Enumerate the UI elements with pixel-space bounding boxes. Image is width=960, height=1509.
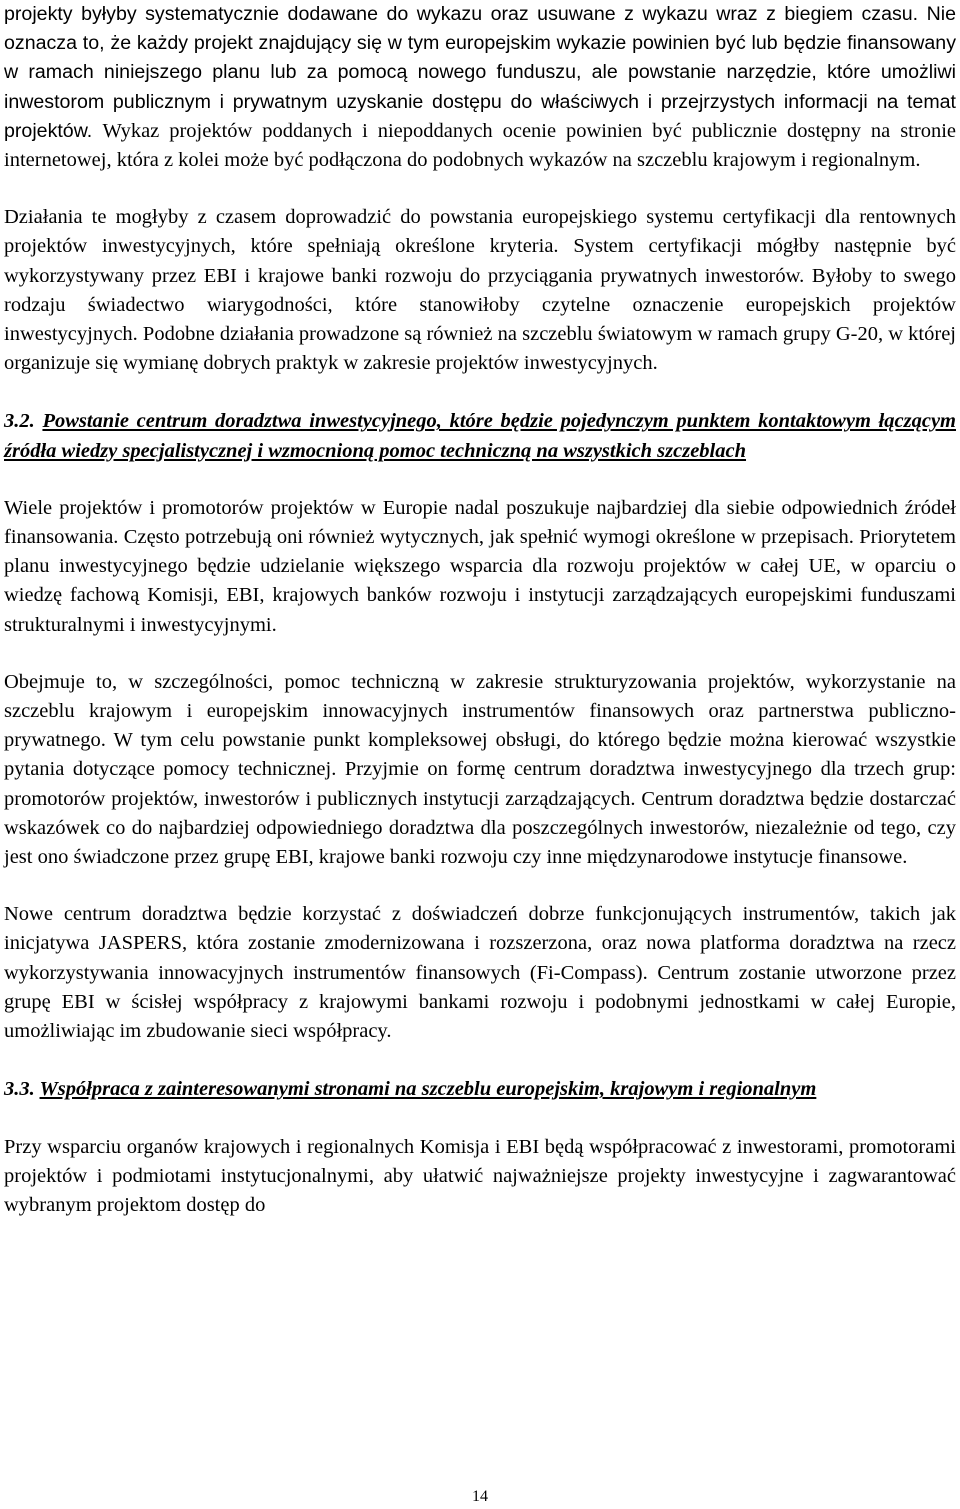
section-heading-3-2 xyxy=(4,407,956,465)
section-number-3-2: 3.2. xyxy=(4,410,35,433)
paragraph-project-list-text: projekty byłyby systematycznie dodawane do wykazu oraz usuwane z wykazu wraz z biegiem czasu. Nie oznacza to, że każdy projekt znajdujący się w tym europejskim wykazie powinien być lub będzie finansowany w ramach niniejszego planu lub za pomocą nowego funduszu, ale powstanie narzędzie, które umożliwi inwestorom publicznym i prywatnym uzyskanie dostępu do właściwych i przejrzystych informacji na temat projektów. xyxy=(4,3,956,142)
paragraph-certification: Działania te mogłyby z czasem doprowadzić do powstania europejskiego systemu certyfikacji dla rentownych projektów inwestycyjnych, które spełniają określone kryteria. System certyfikacji mógłby następnie być wykorzystywany przez EBI i krajowe banki rozwoju do przyciągania prywatnych inwestorów. Byłoby to swego rodzaju świadectwo wiarygodności, które stanowiłoby czytelne oznaczenie europejskich projektów inwestycyjnych. Podobne działania prowadzone są również na szczeblu światowym w ramach grupy G-20, w której organizuje się wymianę dobrych praktyk w zakresie projektów inwestycyjnych. xyxy=(4,206,956,375)
section-number-3-3: 3.3. xyxy=(4,1078,35,1101)
page-number: 14 xyxy=(472,1488,488,1505)
section-title-3-3: Współpraca z zainteresowanymi stronami na szczeblu europejskim, krajowym i regionalnym xyxy=(39,1078,817,1101)
paragraph-3-2-1: Wiele projektów i promotorów projektów w Europie nadal poszukuje najbardziej dla siebie odpowiednich źródeł finansowania. Często potrzebują oni również wytycznych, jak spełnić wymogi określone w przepisach. Priorytetem planu inwestycyjnego będzie udzielanie większego wsparcia dla rozwoju projektów w całej UE, w oparciu o wiedzę fachową Komisji, EBI, krajowych banków rozwoju i instytucji zarządzających europejskimi funduszami strukturalnymi i inwestycyjnymi. xyxy=(4,496,956,636)
paragraph-3-3-1: Przy wsparciu organów krajowych i regionalnych Komisja i EBI będą współpracować z inwestorami, promotorami projektów i podmiotami instytucjonalnymi, aby ułatwić najważniejsze projekty inwestycyjne i zagwarantować wybranym projektom dostęp do xyxy=(4,1135,956,1216)
paragraph-3-2-3: Nowe centrum doradztwa będzie korzystać z doświadczeń dobrze funkcjonujących instrumentów, takich jak inicjatywa JASPERS, która zostanie zmodernizowana i rozszerzona, oraz nowa platforma doradztwa na rzecz wykorzystywania innowacyjnych instrumentów finansowych (Fi-Compass). Centrum zostanie utworzone przez grupę EBI w ścisłej współpracy z krajowymi bankami rozwoju i podobnymi jednostkami w całej Europie, umożliwiając im zbudowanie sieci współpracy. xyxy=(4,903,956,1043)
section-title-3-2: Powstanie centrum doradztwa inwestycyjnego, które będzie pojedynczym punktem kontaktowym łączącym źródła wiedzy specjalistycznej i wzmocnioną pomoc techniczną na wszystkich szczeblach xyxy=(4,410,956,462)
paragraph-project-list-tail: Wykaz projektów poddanych i niepoddanych ocenie powinien być publicznie dostępny na stronie internetowej, która z kolei może być podłączona do podobnych wykazów na szczeblu krajowym i regionalnym. xyxy=(4,119,956,172)
paragraph-3-2-2: Obejmuje to, w szczególności, pomoc techniczną w zakresie strukturyzowania projektów, wykorzystanie na szczeblu krajowym i europejskim innowacyjnych instrumentów finansowych oraz partnerstwa publiczno-prywatnego. W tym celu powstanie punkt kompleksowej obsługi, do którego będzie można kierować wszystkie pytania dotyczące pomocy technicznej. Przyjmie on formę centrum doradztwa inwestycyjnego dla trzech grup: promotorów projektów, inwestorów i publicznych instytucji zarządzających. Centrum doradztwa będzie dostarczać wskazówek co do najbardziej odpowiedniego doradztwa dla poszczególnych inwestorów, niezależnie od tego, czy jest ono świadczone przez grupę EBI, krajowe banki rozwoju czy inne międzynarodowe instytucje finansowe. xyxy=(4,670,956,869)
section-heading-3-3 xyxy=(4,1075,956,1104)
document-page xyxy=(4,0,956,1220)
paragraph-project-list xyxy=(4,0,956,175)
